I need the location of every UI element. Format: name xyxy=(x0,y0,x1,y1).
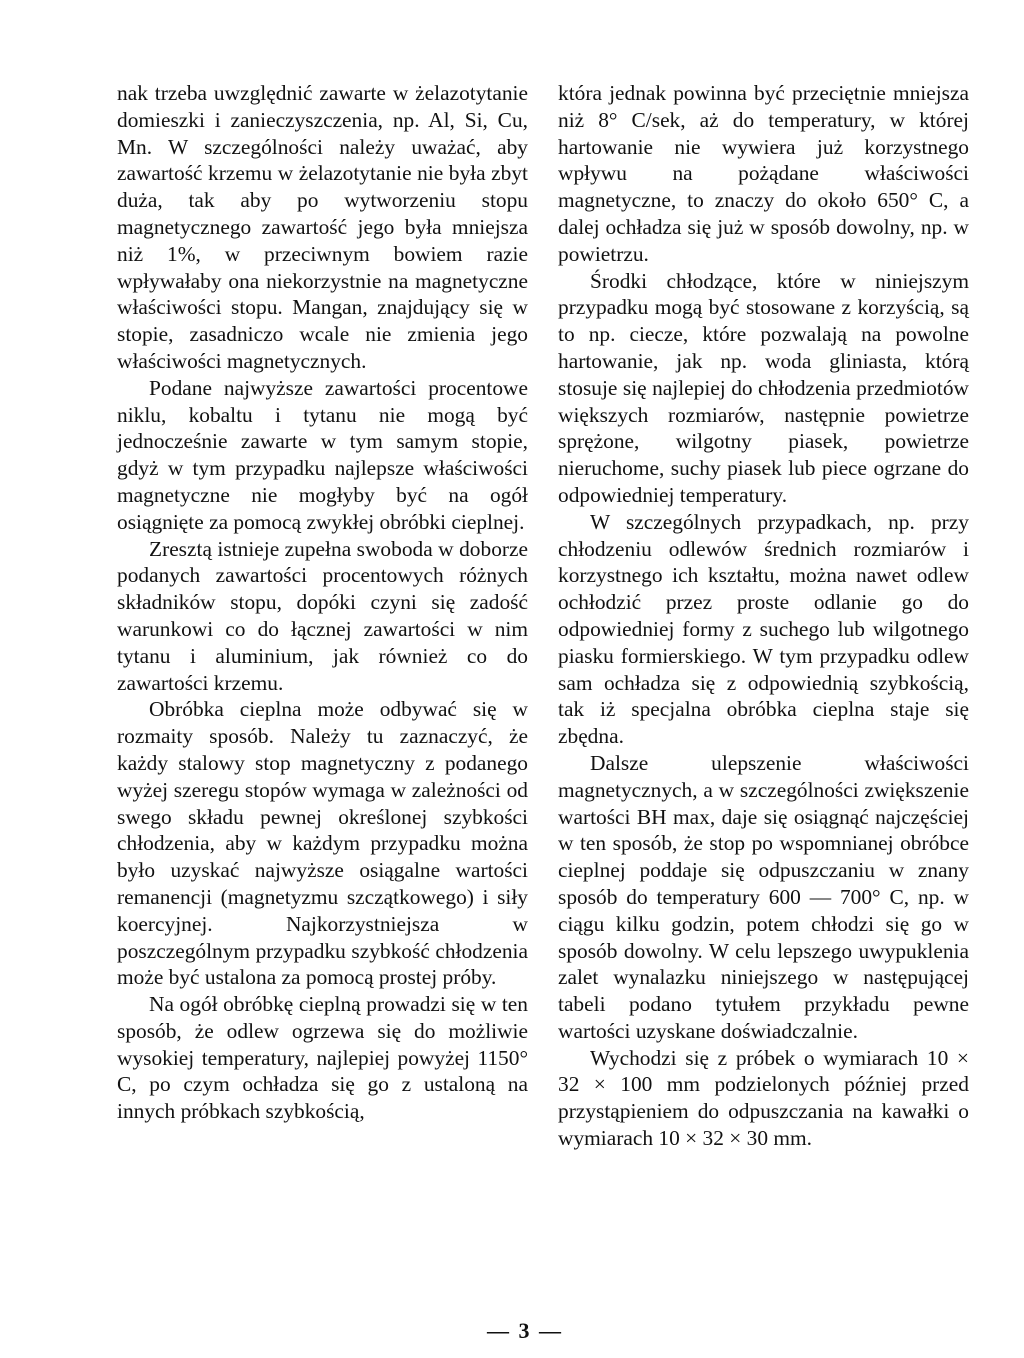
paragraph: Obróbka cieplna może odbywać się w rozmaity sposób. Należy tu zaznaczyć, że każdy stalowy stop magnetyczny z podanego wyżej szeregu stopów wymaga w zależności od swego składu pewnej określonej szybkości chłodzenia, aby w każdym przypadku można było uzyskać najwyższe osiągalne wartości remanencji (magnetyzmu szczątkowego) i siły koercyjnej. Najkorzystniejsza w poszczególnym przypadku szybkość chłodzenia może być ustalona za pomocą prostej próby. xyxy=(117,697,528,990)
paragraph: Na ogół obróbkę cieplną prowadzi się w ten sposób, że odlew ogrzewa się do możliwie wysokiej temperatury, najlepiej powyżej 1150° C, po czym ochładza się go z ustaloną na innych próbkach szybkością, xyxy=(117,992,528,1124)
paragraph: Środki chłodzące, które w niniejszym przypadku mogą być stosowane z korzyścią, są to np. ciecze, które pozwalają na powolne hartowanie, jak np. woda gliniasta, którą stosuje się najlepiej do chłodzenia przedmiotów większych rozmiarów, następnie powietrze sprężone, wilgotny piasek, powietrze nieruchome, suchy piasek lub piece ogrzane do odpowiedniej temperatury. xyxy=(558,268,969,507)
page-number: — 3 — xyxy=(487,1318,563,1343)
paragraph: Zresztą istnieje zupełna swoboda w doborze podanych zawartości procentowych różnych składników stopu, dopóki czyni się zadość warunkowi co do łącznej zawartości w nim tytanu i aluminium, jak również co do zawartości krzemu. xyxy=(117,536,528,695)
paragraph: Podane najwyższe zawartości procentowe niklu, kobaltu i tytanu nie mogą być jednocześnie zawarte w tym samym stopie, gdyż w tym przypadku najlepsze właściwości magnetyczne nie mogłyby być na ogół osiągnięte za pomocą zwykłej obróbki cieplnej. xyxy=(117,375,528,534)
paragraph: która jednak powinna być przeciętnie mniejsza niż 8° C/sek, aż do temperatury, w której hartowanie nie wywiera już korzystnego wpływu na pożądane właściwości magnetyczne, to znaczy do około 650° C, a dalej ochładza się już w sposób dowolny, np. w powietrzu. xyxy=(558,81,969,266)
paragraph: Wychodzi się z próbek o wymiarach 10 × 32 × 100 mm podzielonych później przed przystąpieniem do odpuszczania na kawałki o wymiarach 10 × 32 × 30 mm. xyxy=(558,1045,969,1151)
right-column xyxy=(558,80,969,1152)
paragraph: nak trzeba uwzględnić zawarte w żelazotytanie domieszki i zanieczyszczenia, np. Al, Si, Cu, Mn. W szczególności należy uważać, aby zawartość krzemu w żelazotytanie nie była zbyt duża, tak aby po wytworzeniu stopu magnetycznego zawartość jego była mniejsza niż 1%, w przeciwnym bowiem razie wpływałaby ona niekorzystnie na magnetyczne właściwości stopu. Mangan, znajdujący się w stopie, zasadniczo wcale nie zmienia jego właściwości magnetycznych. xyxy=(117,81,528,373)
paragraph: W szczególnych przypadkach, np. przy chłodzeniu odlewów średnich rozmiarów i korzystnego ich kształtu, można nawet odlew ochłodzić przez proste odlanie go do odpowiedniej formy z suchego lub wilgotnego piasku formierskiego. W tym przypadku odlew sam ochładza się z odpowiednią szybkością, tak iż specjalna obróbka cieplna staje się zbędna. xyxy=(558,509,969,749)
left-column xyxy=(117,80,528,1125)
paragraph: Dalsze ulepszenie właściwości magnetycznych, a w szczególności zwiększenie wartości BH max, daje się osiągnąć najczęściej w ten sposób, że stop po wspomnianej obróbce cieplnej poddaje się odpuszczaniu w znany sposób do temperatury 600 — 700° C, np. w ciągu kilku godzin, potem chłodzi się go w sposób dowolny. W celu lepszego uwypuklenia zalet wynalazku niniejszego w następującej tabeli podano tytułem przykładu pewne wartości uzyskane doświadczalnie. xyxy=(558,750,969,1043)
